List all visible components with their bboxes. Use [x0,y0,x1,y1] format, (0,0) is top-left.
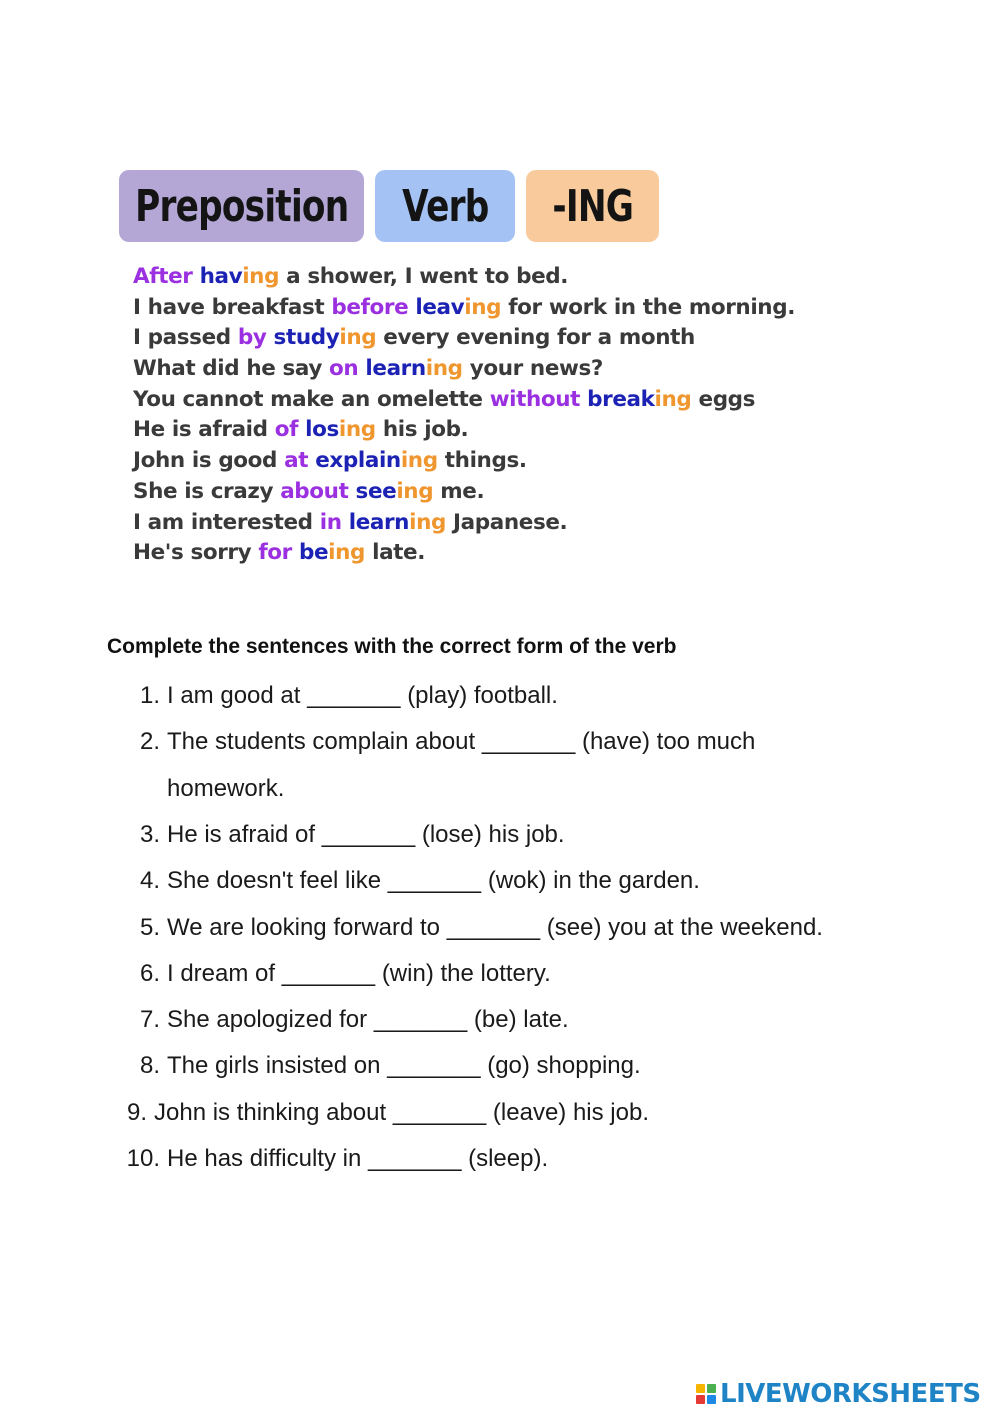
sentence-text: eggs [691,386,756,412]
item-number: 4. [139,867,160,895]
sentence-text: He's sorry [133,540,259,566]
preposition-word: by [237,325,267,351]
item-text: She doesn't feel like _______ (wok) in the garden. [167,867,700,895]
item-text: homework. [167,774,285,802]
item-number: 8. [139,1052,160,1080]
exercise-item [0,1093,1000,1133]
preposition-word: of [274,417,299,443]
example-sentence [133,262,893,293]
sentence-text: Japanese. [445,509,568,535]
item-text: I am good at _______ (play) football. [167,682,558,709]
exercise-item [0,1139,1000,1179]
sentence-text [266,325,273,350]
item-number: 1. [139,682,160,709]
example-sentences [133,262,893,569]
preposition-word: After [133,264,193,289]
sentence-text: for work in the morning. [501,294,795,320]
item-number: 3. [139,820,160,848]
item-number: 9. [126,1098,147,1126]
item-number: 5. [139,913,160,941]
verb-stem: hav [199,264,243,289]
item-text: He is afraid of _______ (lose) his job. [167,820,565,848]
sentence-text: me. [433,478,485,504]
item-text: We are looking forward to _______ (see) you at the weekend. [167,913,823,941]
sentence-text: He is afraid [133,417,275,443]
exercise-item [0,861,1000,901]
verb-stem: be [298,540,329,566]
item-number: 2. [139,728,160,756]
liveworksheets-logo-icon [696,1384,716,1404]
preposition-word: before [331,294,409,320]
logo-square [696,1384,705,1393]
ing-suffix: ing [425,356,463,382]
example-sentence [133,508,893,539]
sentence-text: late. [365,540,426,566]
logo-square [707,1384,716,1393]
ing-suffix: ing [400,448,438,474]
sentence-text: She is crazy [133,478,281,504]
sentence-text [192,264,199,289]
example-sentence [133,323,893,354]
exercise-item [0,954,1000,994]
example-sentence [133,293,893,324]
preposition-word: about [280,478,349,504]
verb-stem: study [273,325,340,351]
exercise-item [0,1000,1000,1040]
example-sentence [133,538,893,569]
verb-stem: see [355,478,397,504]
ing-suffix: ing [654,386,692,412]
verb-stem: break [587,386,655,412]
sentence-text [292,540,299,565]
exercise-item [0,722,1000,762]
exercise-item [0,815,1000,855]
ing-suffix: ing [242,264,280,289]
sentence-text: your news? [462,356,603,382]
preposition-word: in [319,509,342,535]
verb-stem: explain [315,448,401,474]
item-text: I dream of _______ (win) the lottery. [167,959,551,987]
logo-text: LIVEWORKSHEETS [720,1379,981,1409]
logo-square [696,1395,705,1404]
verb-stem: learn [348,509,410,535]
sentence-text [348,479,355,504]
sentence-text: I passed [133,325,238,351]
example-sentence [133,385,893,416]
verb-stem: learn [365,356,426,382]
sentence-text: his job. [375,417,469,443]
item-text: She apologized for _______ (be) late. [167,1006,569,1034]
verb-stem: los [305,417,339,443]
exercise-item [0,769,1000,809]
item-text: The girls insisted on _______ (go) shopping. [167,1052,641,1080]
logo-square [707,1395,716,1404]
ing-suffix: ing [328,540,366,566]
sentence-text: a shower, I went to bed. [279,264,569,289]
example-sentence [133,477,893,508]
exercise-instruction: Complete the sentences with the correct form of the verb [107,635,677,658]
tag-verb: Verb [375,170,515,242]
exercise-item [0,1046,1000,1086]
sentence-text: What did he say [133,356,330,382]
verb-stem: leav [415,294,465,320]
sentence-text: every evening for a month [376,325,695,351]
ing-suffix: ing [409,509,446,535]
preposition-word: for [258,540,292,566]
ing-suffix: ing [338,417,376,443]
preposition-word: at [284,448,309,474]
tag-preposition: Preposition [119,170,364,242]
item-text: The students complain about _______ (have) too much [167,728,756,756]
ing-suffix: ing [396,478,434,504]
sentence-text: John is good [133,448,285,474]
item-number: 7. [139,1006,160,1034]
exercise-item [0,676,1000,716]
sentence-text: I have breakfast [133,294,332,320]
sentence-text: I am interested [133,509,320,535]
sentence-text: things. [437,448,527,474]
exercise-item [0,908,1000,948]
example-sentence [133,354,893,385]
item-text: He has difficulty in _______ (sleep). [167,1145,549,1172]
item-text: John is thinking about _______ (leave) his job. [154,1098,649,1126]
example-sentence [133,446,893,477]
item-number: 10. [126,1145,160,1172]
ing-suffix: ing [339,325,377,351]
preposition-word: on [329,356,359,382]
liveworksheets-logo [696,1379,981,1409]
example-sentence [133,415,893,446]
preposition-word: without [489,386,581,412]
item-number: 6. [139,959,160,987]
sentence-text [342,510,349,535]
grammar-tags [119,170,659,242]
sentence-text: You cannot make an omelette [133,386,490,412]
ing-suffix: ing [464,294,502,320]
tag-ing: -ING [526,170,659,242]
